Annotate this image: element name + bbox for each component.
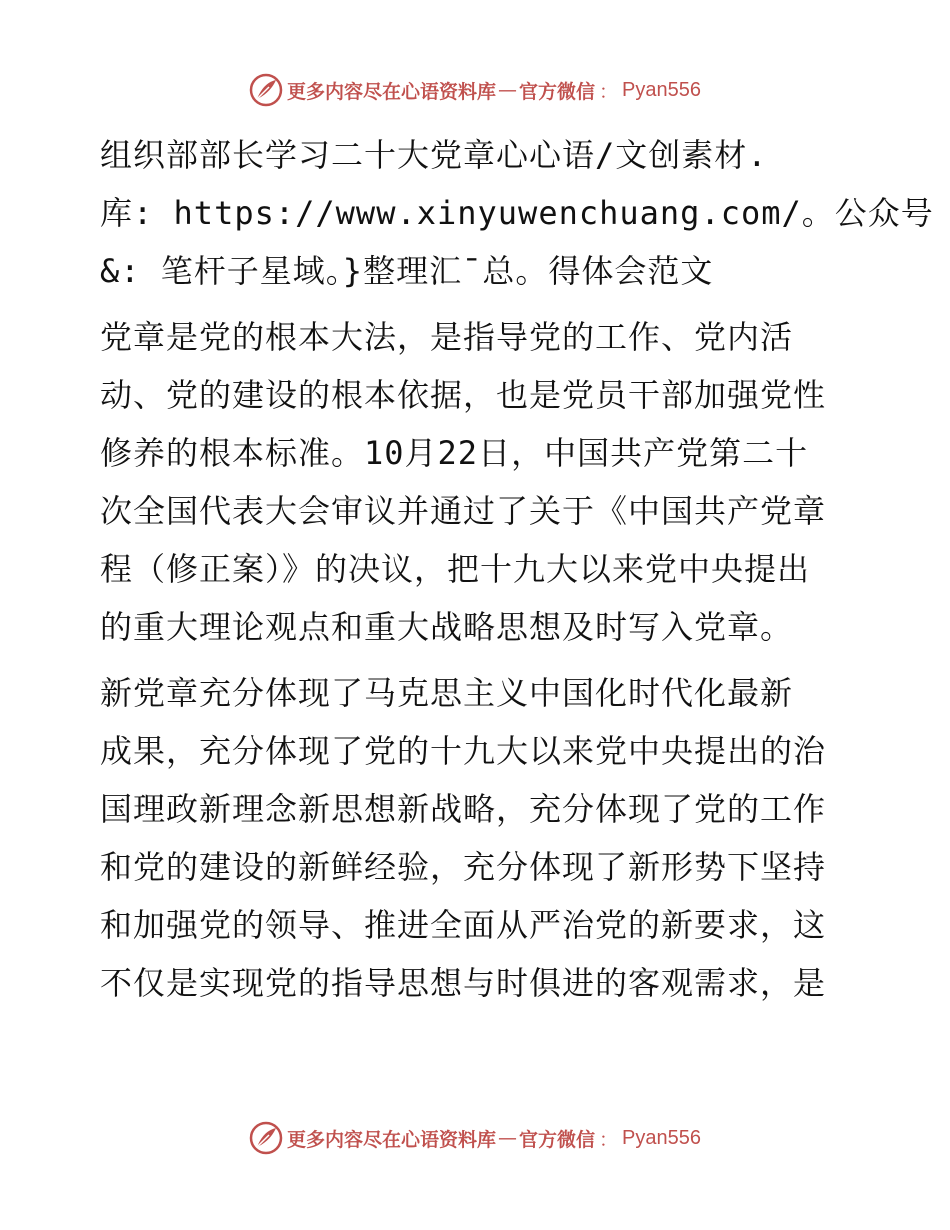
feather-pen-logo-icon	[249, 73, 283, 107]
text-line: 成果，充分体现了党的十九大以来党中央提出的治	[100, 732, 827, 770]
banner-separator: —	[498, 79, 517, 101]
text-line: 国理政新理念新思想新战略，充分体现了党的工作	[100, 790, 827, 828]
text-line: 和党的建设的新鲜经验，充分体现了新形势下坚持	[100, 848, 827, 886]
banner-wechat-label: 官方微信	[519, 80, 596, 103]
text-line: 不仅是实现党的指导思想与时俱进的客观需求，是	[100, 964, 827, 1002]
banner-colon: ：	[599, 80, 619, 103]
paragraph-1	[100, 308, 860, 656]
text-line: 修养的根本标准。10月22日，中国共产党第二十	[100, 434, 809, 472]
document-body	[100, 126, 934, 1020]
text-line: 和加强党的领导、推进全面从严治党的新要求，这	[100, 906, 827, 944]
text-line: 新党章充分体现了马克思主义中国化时代化最新	[100, 674, 794, 712]
banner-site-text: 更多内容尽在心语资料库	[286, 80, 496, 103]
feather-pen-logo-icon	[249, 1121, 283, 1155]
banner-colon: ：	[599, 1128, 619, 1151]
header-banner	[0, 70, 950, 110]
banner-site-text: 更多内容尽在心语资料库	[286, 1128, 496, 1151]
text-line: 党章是党的根本大法，是指导党的工作、党内活	[100, 318, 794, 356]
banner-wechat-id: Pyan556	[622, 78, 701, 101]
paragraph-title	[100, 126, 934, 300]
banner-wechat-label: 官方微信	[519, 1128, 596, 1151]
banner-separator: —	[498, 1127, 517, 1149]
text-line: &: 笔杆子星域。}整理汇¯总。得体会范文	[100, 252, 714, 290]
footer-banner	[0, 1118, 950, 1158]
banner-wechat-id: Pyan556	[622, 1126, 701, 1149]
text-line: 库: https://www.xinyuwenchuang.com/。公众号	[100, 194, 934, 232]
text-line: 动、党的建设的根本依据，也是党员干部加强党性	[100, 376, 827, 414]
text-line: 程（修正案）》的决议，把十九大以来党中央提出	[100, 550, 811, 588]
text-line: 的重大理论观点和重大战略思想及时写入党章。	[100, 608, 794, 646]
text-line: 次全国代表大会审议并通过了关于《中国共产党章	[100, 492, 827, 530]
text-line: 组织部部长学习二十大党章心心语/文创素材.	[100, 136, 768, 174]
paragraph-2	[100, 664, 860, 1012]
